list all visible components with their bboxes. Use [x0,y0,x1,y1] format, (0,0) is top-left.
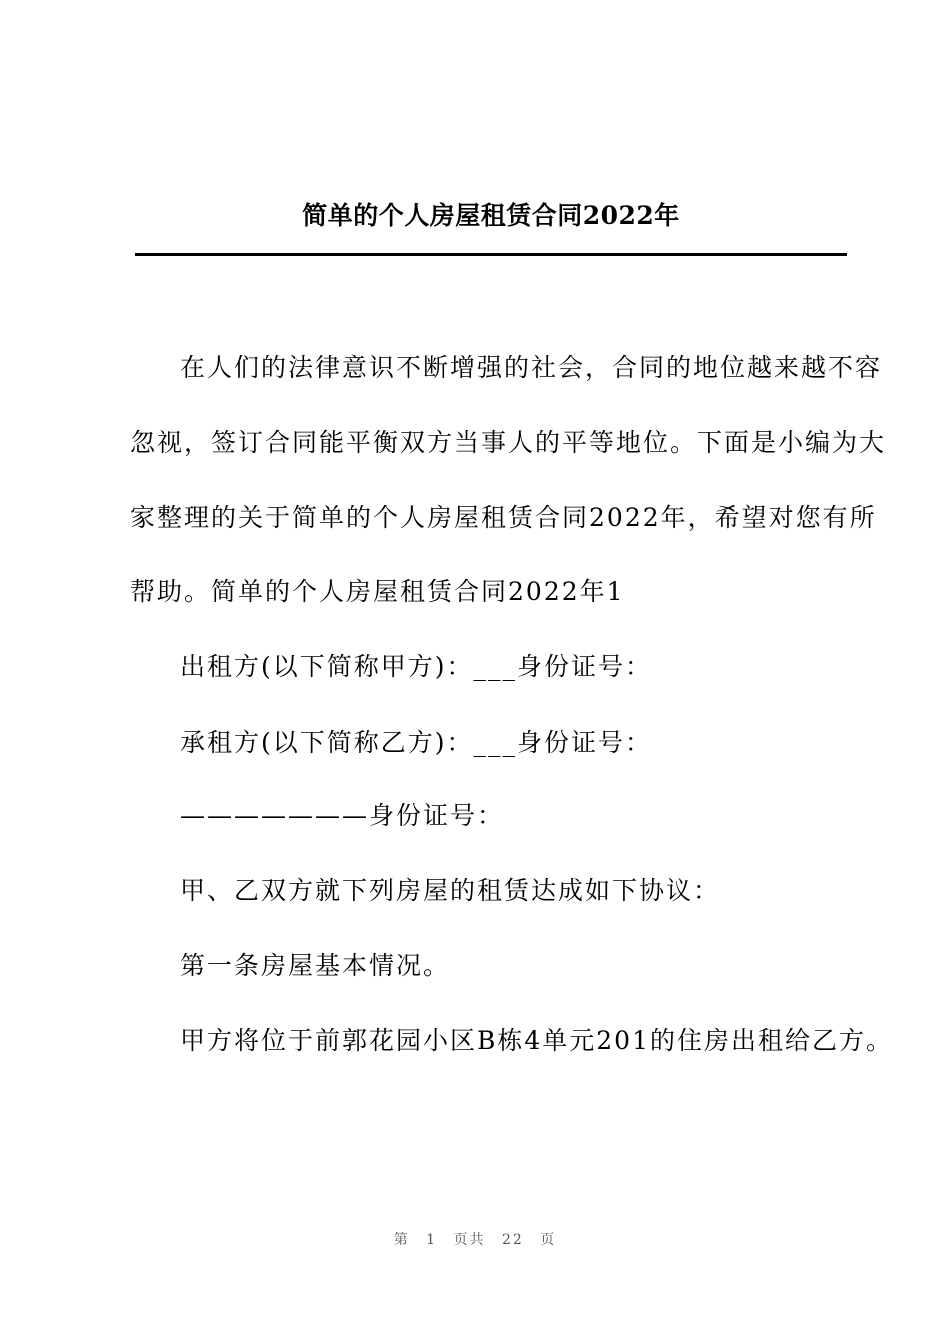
article-one-heading: 第一条房屋基本情况。 [180,951,451,980]
body-line-4: 帮助。简单的个人房屋租赁合同2022年1 [130,577,625,606]
footer-label-pages: 页 [540,1232,557,1248]
footer-label-page: 第 [393,1232,410,1248]
footer-total-pages: 22 [502,1232,524,1248]
article-one-text: 甲方将位于前郭花园小区B栋4单元201的住房出租给乙方。 [180,1026,893,1055]
lessee-line: 承租方(以下简称乙方)：___身份证号： [180,728,653,757]
footer-label-of: 页共 [453,1232,486,1248]
body-line-3: 家整理的关于简单的个人房屋租赁合同2022年，希望对您有所 [130,503,877,532]
body-line-1: 在人们的法律意识不断增强的社会，合同的地位越来越不容 [180,353,883,382]
id-number-line: ———————身份证号： [180,801,505,830]
title-underline [135,253,847,256]
document-title: 简单的个人房屋租赁合同2022年 [302,201,680,230]
page-footer [0,1229,950,1249]
body-line-2: 忽视，签订合同能平衡双方当事人的平等地位。下面是小编为大 [130,428,887,457]
footer-current-page: 1 [426,1232,438,1248]
lessor-line: 出租方(以下简称甲方)：___身份证号： [180,652,653,681]
agreement-intro-line: 甲、乙双方就下列房屋的租赁达成如下协议： [180,876,721,905]
